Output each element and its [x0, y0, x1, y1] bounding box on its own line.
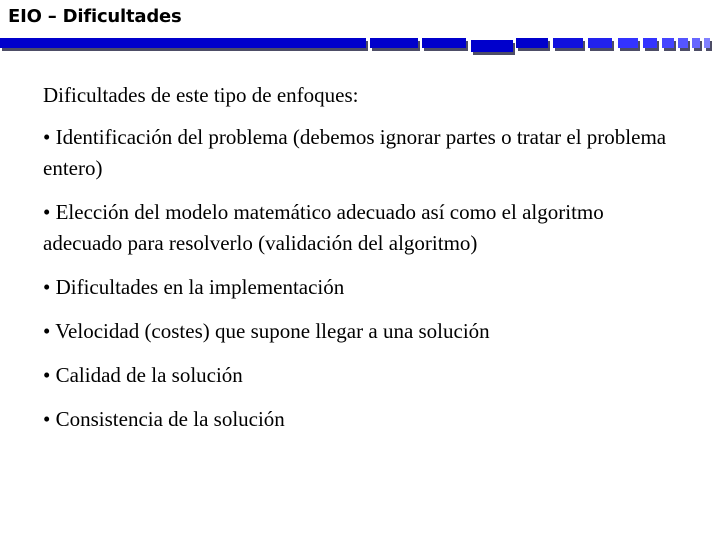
bullet-item: • Calidad de la solución: [43, 363, 243, 387]
bullet-item: • Dificultades en la implementación: [43, 275, 345, 299]
title-decoration-bar: [0, 37, 720, 57]
bullet-item: • Identificación del problema (debemos ignorar partes o tratar el problema entero): [43, 125, 667, 180]
intro-text: Dificultades de este tipo de enfoques:: [43, 83, 359, 107]
slide-title: EIO – Dificultades: [8, 6, 182, 27]
bullet-item: • Elección del modelo matemático adecuado así como el algoritmo adecuado para resolverlo (validación del algoritmo): [43, 200, 604, 255]
bullet-item: • Consistencia de la solución: [43, 407, 285, 431]
bullet-item: • Velocidad (costes) que supone llegar a una solución: [43, 319, 490, 343]
slide-body: [43, 80, 683, 448]
